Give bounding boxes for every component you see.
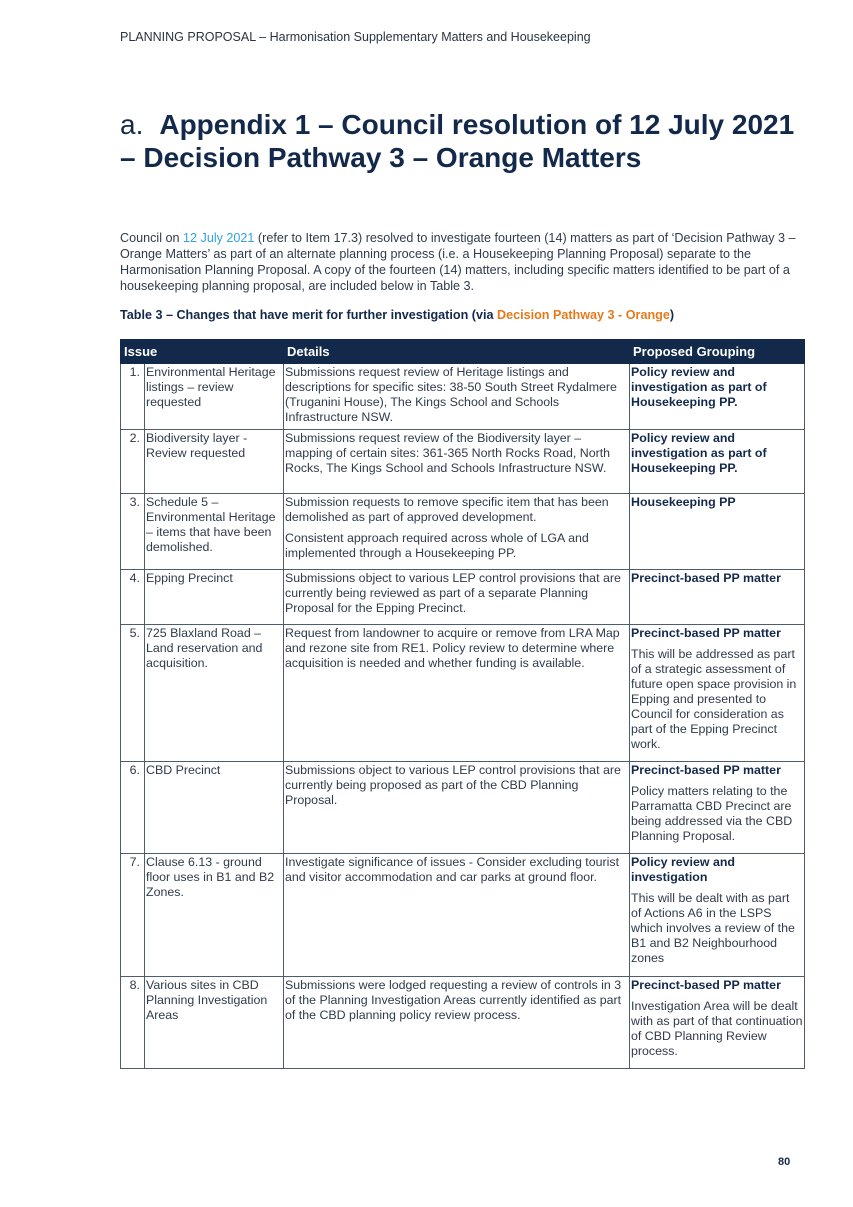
grouping-cell [630, 762, 805, 854]
heading-title: Appendix 1 – Council resolution of 12 July 2021 – Decision Pathway 3 – Orange Matters [120, 109, 795, 173]
details-cell [284, 364, 630, 430]
table-row [121, 430, 805, 494]
row-number: 1. [121, 364, 145, 430]
issue-cell: Various sites in CBD Planning Investigation Areas [145, 977, 284, 1069]
grouping-cell [630, 430, 805, 494]
table-row [121, 625, 805, 762]
row-number: 6. [121, 762, 145, 854]
intro-text-after: (refer to Item 17.3) resolved to investigate fourteen (14) matters as part of ‘Decision Pathway 3 – Orange Matters’ as part of an alternate planning process (i.e. a Housekeeping Planning Proposal) separate to the Harmonisation Planning Proposal. A copy of the fourteen (14) matters, including specific matters identified to be part of a housekeeping planning proposal, are included below in Table 3. [120, 231, 796, 293]
details-cell [284, 762, 630, 854]
issue-cell: Epping Precinct [145, 570, 284, 625]
grouping-note: Investigation Area will be dealt with as part of that continuation of CBD Planning Review process. [631, 999, 803, 1058]
details-text: Submissions object to various LEP control provisions that are currently being proposed as part of the CBD Planning Proposal. [285, 763, 621, 807]
intro-text-before: Council on [120, 231, 184, 245]
page-heading [120, 108, 800, 174]
header-details: Details [284, 340, 630, 364]
row-number: 4. [121, 570, 145, 625]
issue-cell: Environmental Heritage listings – review requested [145, 364, 284, 430]
row-number: 3. [121, 494, 145, 570]
table-row [121, 762, 805, 854]
grouping-title: Policy review and investigation as part of Housekeeping PP. [631, 365, 767, 409]
caption-pathway-highlight: Decision Pathway 3 - Orange [496, 308, 670, 322]
matters-table [120, 339, 805, 1069]
document-header: PLANNING PROPOSAL – Harmonisation Supplementary Matters and Housekeeping [120, 30, 591, 44]
grouping-note: This will be addressed as part of a strategic assessment of future open space provision in Epping and presented to Council for consideration as part of the Epping Precinct work. [631, 647, 797, 751]
grouping-title: Precinct-based PP matter [631, 978, 781, 992]
issue-cell: Clause 6.13 - ground floor uses in B1 and B2 Zones. [145, 854, 284, 977]
issue-cell: CBD Precinct [145, 762, 284, 854]
details-cell [284, 430, 630, 494]
details-text: Submissions request review of Heritage listings and descriptions for specific sites: 38-50 South Street Rydalmere (Truganini House), The Kings School and Schools Infrastructure NSW. [285, 365, 617, 424]
page-number: 80 [778, 1156, 791, 1168]
caption-text-after: ) [669, 308, 675, 322]
table-row [121, 977, 805, 1069]
details-text: Submissions were lodged requesting a review of controls in 3 of the Planning Investigation Areas currently identified as part of the CBD planning policy review process. [285, 978, 622, 1022]
heading-prefix: a. [120, 109, 144, 140]
intro-paragraph [120, 230, 800, 294]
details-cell [284, 494, 630, 570]
details-text: Submissions object to various LEP control provisions that are currently being reviewed as part of a separate Planning Proposal for the Epping Precinct. [285, 571, 621, 615]
row-number: 7. [121, 854, 145, 977]
details-text: Investigate significance of issues - Consider excluding tourist and visitor accommodation and car parks at ground floor. [285, 855, 620, 884]
row-number: 5. [121, 625, 145, 762]
details-cell [284, 854, 630, 977]
row-number: 2. [121, 430, 145, 494]
table-row [121, 364, 805, 430]
details-cell [284, 625, 630, 762]
grouping-title: Precinct-based PP matter [631, 571, 781, 585]
details-text: Request from landowner to acquire or remove from LRA Map and rezone site from RE1. Policy review to determine where acquisition is needed and whether funding is available. [285, 626, 620, 670]
issue-cell: Schedule 5 – Environmental Heritage – items that have been demolished. [145, 494, 284, 570]
caption-text-before: Table 3 – Changes that have merit for further investigation (via [120, 308, 497, 322]
grouping-note: This will be dealt with as part of Actions A6 in the LSPS which involves a review of the B1 and B2 Neighbourhood zones [631, 891, 795, 965]
details-text: Submission requests to remove specific item that has been demolished as part of approved development. [285, 495, 609, 524]
grouping-cell [630, 854, 805, 977]
grouping-title: Housekeeping PP [631, 495, 736, 509]
grouping-cell [630, 977, 805, 1069]
table-row [121, 570, 805, 625]
details-cell [284, 977, 630, 1069]
table-caption [120, 308, 674, 322]
table-row [121, 854, 805, 977]
issue-cell: 725 Blaxland Road – Land reservation and acquisition. [145, 625, 284, 762]
details-text: Submissions request review of the Biodiversity layer – mapping of certain sites: 361-365 North Rocks Road, North Rocks, The Kings School and Schools Infrastructure NSW. [285, 431, 611, 475]
row-number: 8. [121, 977, 145, 1069]
grouping-title: Policy review and investigation as part of Housekeeping PP. [631, 431, 767, 475]
header-proposed-grouping: Proposed Grouping [630, 340, 805, 364]
issue-cell: Biodiversity layer - Review requested [145, 430, 284, 494]
table-row [121, 494, 805, 570]
grouping-title: Precinct-based PP matter [631, 626, 781, 640]
grouping-cell [630, 570, 805, 625]
table-header-row [121, 340, 805, 364]
header-issue: Issue [121, 340, 284, 364]
grouping-title: Policy review and investigation [631, 855, 735, 884]
details-extra-text: Consistent approach required across whole of LGA and implemented through a Housekeeping PP. [285, 531, 589, 560]
grouping-note: Policy matters relating to the Parramatta CBD Precinct are being addressed via the CBD Planning Proposal. [631, 784, 793, 843]
grouping-title: Precinct-based PP matter [631, 763, 781, 777]
details-cell [284, 570, 630, 625]
grouping-cell [630, 625, 805, 762]
intro-date-link[interactable]: 12 July 2021 [183, 231, 255, 245]
grouping-cell [630, 364, 805, 430]
grouping-cell [630, 494, 805, 570]
